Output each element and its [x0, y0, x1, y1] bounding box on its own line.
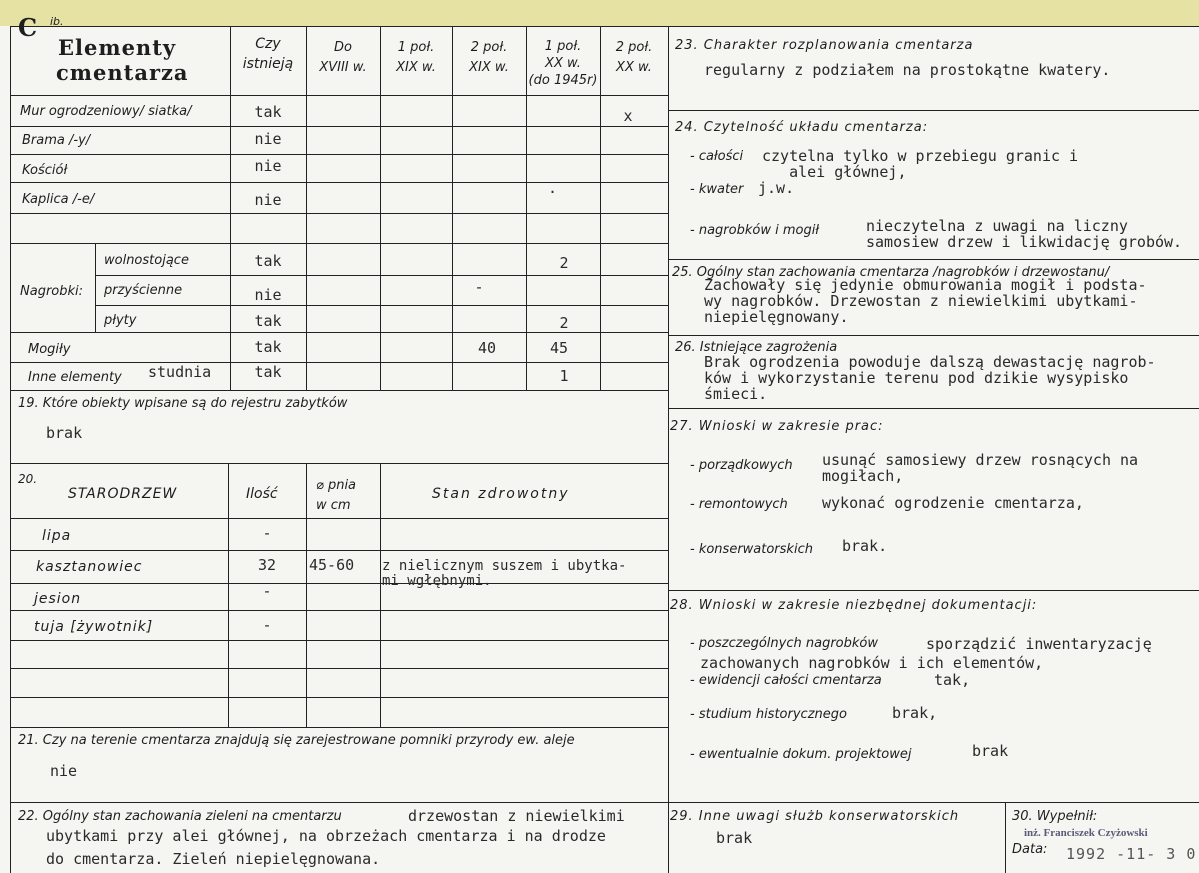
row-value-kaplica-mark: .: [548, 179, 558, 197]
row-value-kaplica-exists: nie: [254, 191, 282, 209]
q25-label: 25. Ogólny stan zachowania cmentarza /nagrobków i drzewostanu/: [672, 265, 1110, 280]
row-value-mogily-2xix: 40: [477, 339, 497, 357]
col-header-2xx: 2 poł. XX w.: [615, 40, 653, 75]
q24-calosci-answer: czytelna tylko w przebiegu granic i alei głównej,: [762, 147, 1079, 181]
q22-answer-line1: drzewostan z niewielkimi: [408, 807, 625, 825]
col-header-exists: Czy istnieją: [242, 36, 294, 72]
row-label-mogily: Mogiły: [28, 342, 71, 357]
q28-d-answer: brak: [972, 742, 1009, 760]
q27-porz-label: - porządkowych: [690, 458, 793, 473]
row-label-wolnostojace: wolnostojące: [104, 253, 189, 268]
q24-label: 24. Czytelność układu cmentarza:: [675, 120, 929, 135]
row-label-plyty: płyty: [104, 313, 137, 328]
q28-b-answer: tak,: [934, 671, 971, 689]
q28-b-label: - ewidencji całości cmentarza: [690, 673, 882, 688]
col-header-1xix: 1 poł. XIX w.: [396, 40, 436, 75]
row-label-kaplica: Kaplica /-e/: [22, 192, 95, 207]
q26-label: 26. Istniejące zagrożenia: [675, 340, 838, 355]
col-header-2xix: 2 poł. XIX w.: [469, 40, 509, 75]
q19-answer: brak: [46, 424, 83, 442]
q26-answer: Brak ogrodzenia powoduje dalszą dewastację nagrob- ków i wykorzystanie terenu pod dzikie wysypisko śmieci.: [704, 354, 1156, 402]
table-title-line1: Elementy: [58, 35, 177, 60]
row-value-plyty-exists: tak: [254, 312, 282, 330]
q20-number: 20.: [18, 472, 38, 486]
q29-label: 29. Inne uwagi służb konserwatorskich: [670, 809, 960, 824]
q20-header-starodrzew: STARODRZEW: [68, 486, 178, 502]
row-value-inne: studnia: [148, 363, 212, 381]
q24-nagrobkow-answer: nieczytelna z uwagi na liczny samosiew drzew i likwidację grobów.: [866, 217, 1183, 251]
row-value-inne-1xx: 1: [559, 367, 569, 385]
q28-a-label: - poszczególnych nagrobków: [690, 636, 878, 651]
date-stamp: 1992 -11- 3 0: [1066, 845, 1197, 863]
q27-rem-answer: wykonać ogrodzenie cmentarza,: [822, 494, 1084, 512]
q28-a-answer2: zachowanych nagrobków i ich elementów,: [700, 654, 1044, 672]
q21-answer: nie: [50, 762, 78, 780]
row-value-przysc-exists: nie: [254, 286, 282, 304]
q27-label: 27. Wnioski w zakresie prac:: [670, 419, 884, 434]
tree-state-kasztanowiec: z nielicznym suszem i ubytka- mi wgłębnymi.: [382, 558, 627, 589]
q28-c-answer: brak,: [892, 704, 938, 722]
q22-label: 22. Ogólny stan zachowania zieleni na cmentarzu: [18, 809, 342, 824]
signature-stamp: inż. Franciszek Czyżowski: [1024, 827, 1148, 839]
q30-label: 30. Wypełnił:: [1012, 809, 1098, 824]
tree-qty-lipa: -: [262, 524, 272, 542]
row-value-inne-exists: tak: [254, 363, 282, 381]
q28-label: 28. Wnioski w zakresie niezbędnej dokumentacji:: [670, 598, 1038, 613]
row-label-brama: Brama /-y/: [22, 133, 91, 148]
row-value-przysc-2xix: -: [474, 278, 484, 296]
row-label-mur: Mur ogrodzeniowy/ siatka/: [20, 104, 192, 119]
tree-name-jesion: jesion: [34, 591, 82, 607]
col-header-1xx: 1 poł. XX w. (do 1945r): [528, 39, 598, 88]
q27-kons-label: - konserwatorskich: [690, 542, 813, 557]
q24-kwater-label: - kwater: [690, 182, 744, 197]
q22-answer-line2: ubytkami przy alei głównej, na obrzeżach cmentarza i na drodze: [46, 827, 606, 845]
row-value-wolno-1xx: 2: [559, 254, 569, 272]
row-label-nagrobki: Nagrobki:: [20, 284, 84, 299]
row-value-plyty-1xx: 2: [559, 314, 569, 332]
q19-label: 19. Które obiekty wpisane są do rejestru zabytków: [18, 396, 348, 411]
q29-answer: brak: [716, 829, 753, 847]
col-header-xviii: Do XVIII w.: [319, 40, 367, 75]
q20-header-pnia: ⌀ pnia w cm: [316, 478, 357, 513]
q21-label: 21. Czy na terenie cmentarza znajdują się zarejestrowane pomniki przyrody ew. aleje: [18, 733, 575, 748]
q25-answer: Zachowały się jedynie obmurowania mogił i podsta- wy nagrobków. Drzewostan z niewielkimi ubytkami- niepielęgnowany.: [704, 276, 1147, 326]
q28-c-label: - studium historycznego: [690, 707, 847, 722]
row-label-kosciol: Kościół: [22, 163, 68, 178]
row-value-mogily-exists: tak: [254, 338, 282, 356]
tree-name-lipa: lipa: [42, 528, 72, 544]
section-small-mark: ib.: [50, 15, 64, 28]
row-label-przyscienne: przyścienne: [104, 283, 183, 298]
tree-qty-kasztanowiec: 32: [257, 556, 277, 574]
q20-header-ilosc: Ilość: [246, 486, 278, 502]
row-value-mogily-1xx: 45: [549, 339, 569, 357]
q20-header-stan: Stan zdrowotny: [432, 486, 570, 502]
q24-nagrobkow-label: - nagrobków i mogił: [690, 223, 820, 238]
q22-answer-line3: do cmentarza. Zieleń niepielęgnowana.: [46, 850, 381, 868]
row-value-mur-2xx: x: [623, 107, 633, 125]
q24-calosci-label: - całości: [690, 149, 744, 164]
q27-kons-answer: brak.: [842, 537, 888, 555]
tree-qty-jesion: -: [262, 582, 272, 600]
tree-qty-tuja: -: [262, 616, 272, 634]
q27-porz-answer: usunąć samosiewy drzew rosnących na mogiłach,: [822, 451, 1139, 485]
q23-answer: regularny z podziałem na prostokątne kwatery.: [704, 61, 1111, 79]
tree-name-kasztanowiec: kasztanowiec: [36, 559, 143, 575]
row-label-inne: Inne elementy: [28, 370, 122, 385]
q24-kwater-answer: j.w.: [758, 179, 795, 197]
row-value-kosciol-exists: nie: [254, 157, 282, 175]
q28-a-answer: sporządzić inwentaryzację: [926, 635, 1152, 653]
row-value-wolno-exists: tak: [254, 252, 282, 270]
top-color-band: [0, 0, 1199, 26]
table-title-line2: cmentarza: [56, 60, 189, 85]
row-value-brama-exists: nie: [254, 130, 282, 148]
q23-label: 23. Charakter rozplanowania cmentarza: [675, 38, 974, 53]
section-letter: C: [18, 13, 38, 42]
row-value-mur-exists: tak: [254, 103, 282, 121]
q28-d-label: - ewentualnie dokum. projektowej: [690, 747, 912, 762]
q27-rem-label: - remontowych: [690, 497, 788, 512]
q30-date-label: Data:: [1012, 842, 1048, 857]
tree-diam-kasztanowiec: 45-60: [309, 556, 355, 574]
tree-name-tuja: tuja [żywotnik]: [34, 619, 154, 635]
